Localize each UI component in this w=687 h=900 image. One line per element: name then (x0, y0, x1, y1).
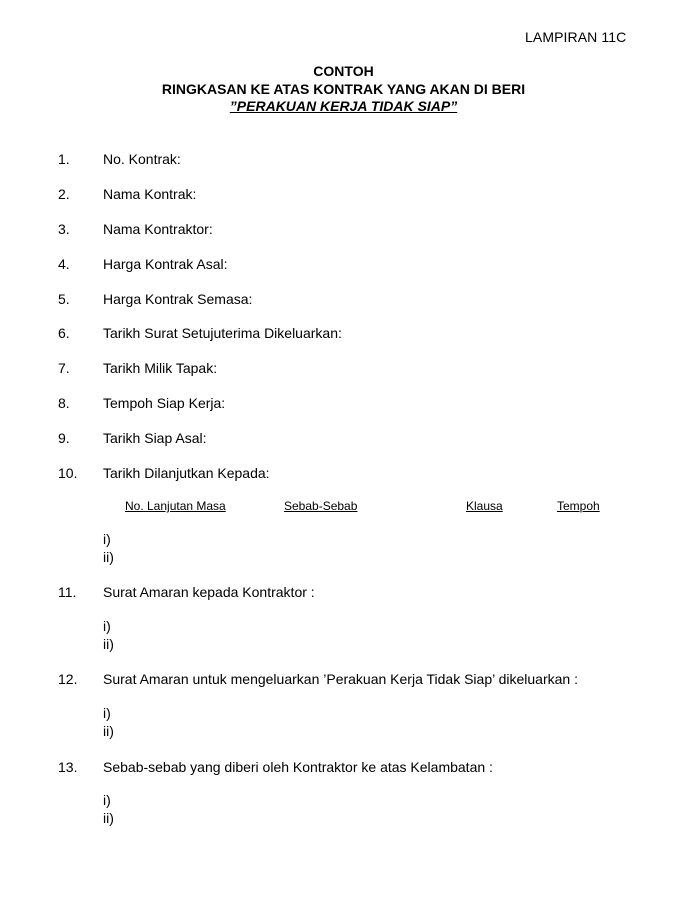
item-5 (0, 289, 687, 309)
item-9 (0, 428, 687, 448)
item-2 (0, 184, 687, 204)
item-6 (0, 323, 687, 343)
item-number: 11. (58, 584, 77, 600)
column-header-no-lanjutan-masa: No. Lanjutan Masa (125, 499, 226, 513)
column-header-sebab-sebab: Sebab-Sebab (284, 499, 358, 513)
item-12 (0, 669, 687, 689)
item-number: 4. (58, 256, 70, 272)
lampiran-label: LAMPIRAN 11C (525, 29, 627, 45)
sub-item-ii: ii) (103, 636, 114, 652)
item-label: Tarikh Siap Asal: (103, 430, 207, 446)
sub-item-i: i) (103, 705, 111, 721)
title-perakuan: ”PERAKUAN KERJA TIDAK SIAP” (229, 98, 458, 114)
item-number: 6. (58, 325, 70, 341)
item-8 (0, 393, 687, 413)
title-ringkasan: RINGKASAN KE ATAS KONTRAK YANG AKAN DI BERI (161, 81, 526, 97)
item-label: Tarikh Milik Tapak: (103, 360, 218, 376)
item-3 (0, 219, 687, 239)
item-number: 3. (58, 221, 70, 237)
item-label: Harga Kontrak Semasa: (103, 291, 253, 307)
sub-item-i: i) (103, 531, 111, 547)
column-header-tempoh: Tempoh (557, 499, 600, 513)
item-4 (0, 254, 687, 274)
item-label: Tarikh Dilanjutkan Kepada: (103, 465, 270, 481)
column-header-klausa: Klausa (466, 499, 503, 513)
sub-item-i: i) (103, 792, 111, 808)
item-number: 1. (58, 151, 70, 167)
sub-item-ii: ii) (103, 723, 114, 739)
sub-item-ii: ii) (103, 549, 114, 565)
item-number: 7. (58, 360, 70, 376)
item-number: 10. (58, 465, 78, 481)
item-label: Tarikh Surat Setujuterima Dikeluarkan: (103, 325, 342, 341)
item-label: Tempoh Siap Kerja: (103, 395, 226, 411)
item-label: Surat Amaran kepada Kontraktor : (103, 584, 315, 600)
item-number: 8. (58, 395, 70, 411)
sub-item-ii: ii) (103, 810, 114, 826)
item-7 (0, 358, 687, 378)
item-label: Harga Kontrak Asal: (103, 256, 228, 272)
item-1 (0, 149, 687, 169)
item-number: 13. (58, 759, 78, 775)
item-number: 9. (58, 430, 70, 446)
item-label: Nama Kontrak: (103, 186, 197, 202)
item-number: 12. (58, 671, 78, 687)
item-10 (0, 463, 687, 483)
sub-item-i: i) (103, 618, 111, 634)
item-label: No. Kontrak: (103, 151, 181, 167)
item-label: Nama Kontraktor: (103, 221, 213, 237)
item-11 (0, 582, 687, 602)
title-contoh: CONTOH (313, 63, 374, 79)
item-label: Surat Amaran untuk mengeluarkan ’Perakuan Kerja Tidak Siap’ dikeluarkan : (103, 671, 578, 687)
item-label: Sebab-sebab yang diberi oleh Kontraktor ke atas Kelambatan : (103, 759, 493, 775)
item-13 (0, 757, 687, 777)
item-number: 2. (58, 186, 70, 202)
item-number: 5. (58, 291, 70, 307)
